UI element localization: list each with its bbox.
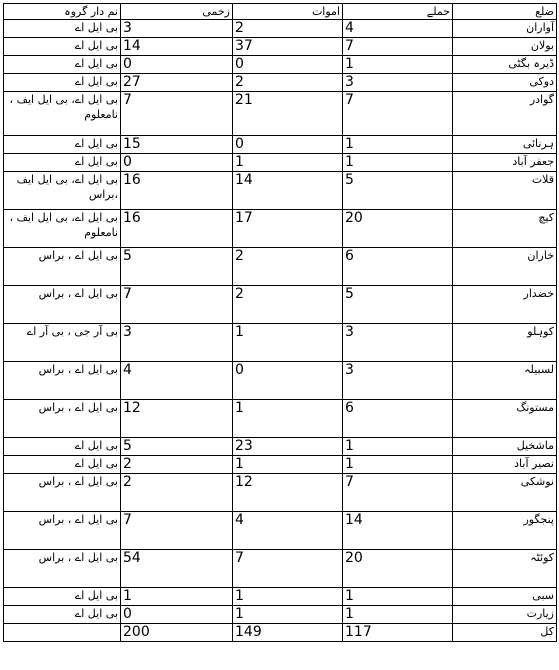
cell-attacks: 3 — [343, 74, 453, 92]
cell-attacks: 14 — [343, 512, 453, 550]
table-row — [4, 172, 557, 210]
cell-injured: 15 — [121, 136, 233, 154]
cell-group: بی ایل اے ، براس — [4, 512, 121, 550]
cell-district: لسبیلہ — [453, 362, 557, 400]
header-group: نم دار گروہ — [4, 4, 121, 20]
cell-injured: 5 — [121, 438, 233, 456]
header-deaths: اموات — [233, 4, 343, 20]
cell-group: بی ایل اے — [4, 56, 121, 74]
cell-district: ڈیرہ بگٹی — [453, 56, 557, 74]
cell-attacks: 20 — [343, 210, 453, 248]
cell-injured: 14 — [121, 38, 233, 56]
cell-attacks: 5 — [343, 286, 453, 324]
cell-group: بی ایل اے — [4, 38, 121, 56]
cell-district: پنجگور — [453, 512, 557, 550]
cell-deaths: 0 — [233, 56, 343, 74]
cell-district: خاران — [453, 248, 557, 286]
table-row — [4, 154, 557, 172]
table-row — [4, 324, 557, 362]
cell-attacks: 1 — [343, 606, 453, 624]
table-row — [4, 588, 557, 606]
cell-district: جعفر آباد — [453, 154, 557, 172]
cell-district: خضدار — [453, 286, 557, 324]
cell-district: سبی — [453, 588, 557, 606]
cell-injured: 200 — [121, 624, 233, 642]
cell-attacks: 7 — [343, 92, 453, 136]
cell-group: بی ایل اے ، براس — [4, 286, 121, 324]
cell-injured: 5 — [121, 248, 233, 286]
cell-injured: 2 — [121, 456, 233, 474]
cell-group: بی ایل اے، بی ایل ایف ، نامعلوم — [4, 210, 121, 248]
cell-group: بی ایل اے — [4, 20, 121, 38]
cell-injured: 7 — [121, 512, 233, 550]
cell-group: بی ایل اے، بی ایل ایف ، نامعلوم — [4, 92, 121, 136]
cell-district: مستونگ — [453, 400, 557, 438]
header-attacks: حملے — [343, 4, 453, 20]
cell-deaths: 4 — [233, 512, 343, 550]
table-row — [4, 362, 557, 400]
cell-group: بی ایل اے — [4, 456, 121, 474]
cell-district: کیچ — [453, 210, 557, 248]
cell-district: گوادر — [453, 92, 557, 136]
cell-injured: 7 — [121, 286, 233, 324]
attacks-table — [3, 3, 557, 642]
cell-group: بی ایل اے ، براس — [4, 400, 121, 438]
cell-district: نصیر آباد — [453, 456, 557, 474]
table-row — [4, 248, 557, 286]
cell-attacks: 3 — [343, 324, 453, 362]
cell-group: بی ایل اے — [4, 136, 121, 154]
cell-injured: 0 — [121, 56, 233, 74]
cell-attacks: 117 — [343, 624, 453, 642]
cell-district: ماشخیل — [453, 438, 557, 456]
cell-deaths: 17 — [233, 210, 343, 248]
cell-deaths: 2 — [233, 74, 343, 92]
table-row — [4, 286, 557, 324]
cell-injured: 27 — [121, 74, 233, 92]
cell-deaths: 7 — [233, 550, 343, 588]
cell-group: بی ایل اے ، براس — [4, 248, 121, 286]
cell-group — [4, 624, 121, 642]
cell-injured: 0 — [121, 154, 233, 172]
cell-group: بی ایل اے ، براس — [4, 550, 121, 588]
cell-attacks: 1 — [343, 438, 453, 456]
cell-group: بی ایل اے ، براس — [4, 362, 121, 400]
header-district: ضلع — [453, 4, 557, 20]
table-row — [4, 20, 557, 38]
cell-attacks: 1 — [343, 136, 453, 154]
cell-deaths: 14 — [233, 172, 343, 210]
cell-deaths: 1 — [233, 400, 343, 438]
cell-deaths: 2 — [233, 286, 343, 324]
table-row — [4, 456, 557, 474]
total-row — [4, 624, 557, 642]
cell-district: کوئٹہ — [453, 550, 557, 588]
cell-deaths: 1 — [233, 324, 343, 362]
table-row — [4, 550, 557, 588]
cell-attacks: 1 — [343, 56, 453, 74]
cell-injured: 16 — [121, 172, 233, 210]
cell-deaths: 0 — [233, 362, 343, 400]
cell-deaths: 37 — [233, 38, 343, 56]
cell-deaths: 21 — [233, 92, 343, 136]
cell-injured: 0 — [121, 606, 233, 624]
cell-injured: 16 — [121, 210, 233, 248]
cell-injured: 7 — [121, 92, 233, 136]
table-body — [4, 4, 557, 642]
cell-district: دوکی — [453, 74, 557, 92]
table-row — [4, 210, 557, 248]
header-row — [4, 4, 557, 20]
table-row — [4, 606, 557, 624]
cell-group: بی ایل اے ، براس — [4, 474, 121, 512]
cell-deaths: 1 — [233, 456, 343, 474]
cell-attacks: 20 — [343, 550, 453, 588]
cell-group: بی ایل اے — [4, 74, 121, 92]
cell-district: کوہلو — [453, 324, 557, 362]
cell-deaths: 2 — [233, 20, 343, 38]
cell-group: بی آر جی ، بی آر اے — [4, 324, 121, 362]
cell-attacks: 7 — [343, 38, 453, 56]
cell-injured: 2 — [121, 474, 233, 512]
cell-group: بی ایل اے — [4, 154, 121, 172]
cell-deaths: 0 — [233, 136, 343, 154]
cell-attacks: 3 — [343, 362, 453, 400]
cell-deaths: 2 — [233, 248, 343, 286]
header-injured: زخمی — [121, 4, 233, 20]
cell-injured: 1 — [121, 588, 233, 606]
table-row — [4, 400, 557, 438]
cell-deaths: 149 — [233, 624, 343, 642]
cell-deaths: 1 — [233, 154, 343, 172]
cell-injured: 12 — [121, 400, 233, 438]
cell-district: قلات — [453, 172, 557, 210]
cell-deaths: 12 — [233, 474, 343, 512]
cell-group: بی ایل اے — [4, 438, 121, 456]
table-row — [4, 74, 557, 92]
table-row — [4, 438, 557, 456]
table-row — [4, 474, 557, 512]
cell-attacks: 4 — [343, 20, 453, 38]
table-row — [4, 512, 557, 550]
cell-attacks: 6 — [343, 400, 453, 438]
cell-attacks: 7 — [343, 474, 453, 512]
cell-deaths: 1 — [233, 606, 343, 624]
cell-deaths: 1 — [233, 588, 343, 606]
cell-injured: 4 — [121, 362, 233, 400]
table-row — [4, 92, 557, 136]
cell-district: نوشکی — [453, 474, 557, 512]
table-row — [4, 56, 557, 74]
cell-district: زیارت — [453, 606, 557, 624]
cell-group: بی ایل اے — [4, 606, 121, 624]
table-row — [4, 38, 557, 56]
cell-injured: 3 — [121, 324, 233, 362]
cell-injured: 3 — [121, 20, 233, 38]
cell-attacks: 1 — [343, 456, 453, 474]
cell-district: بولان — [453, 38, 557, 56]
cell-district: کل — [453, 624, 557, 642]
cell-attacks: 5 — [343, 172, 453, 210]
cell-district: ہرنائی — [453, 136, 557, 154]
table-row — [4, 136, 557, 154]
cell-group: بی ایل اے، بی ایل ایف ،براس — [4, 172, 121, 210]
cell-attacks: 1 — [343, 588, 453, 606]
cell-injured: 54 — [121, 550, 233, 588]
cell-district: آواران — [453, 20, 557, 38]
cell-attacks: 1 — [343, 154, 453, 172]
cell-group: بی ایل اے — [4, 588, 121, 606]
cell-attacks: 6 — [343, 248, 453, 286]
cell-deaths: 23 — [233, 438, 343, 456]
